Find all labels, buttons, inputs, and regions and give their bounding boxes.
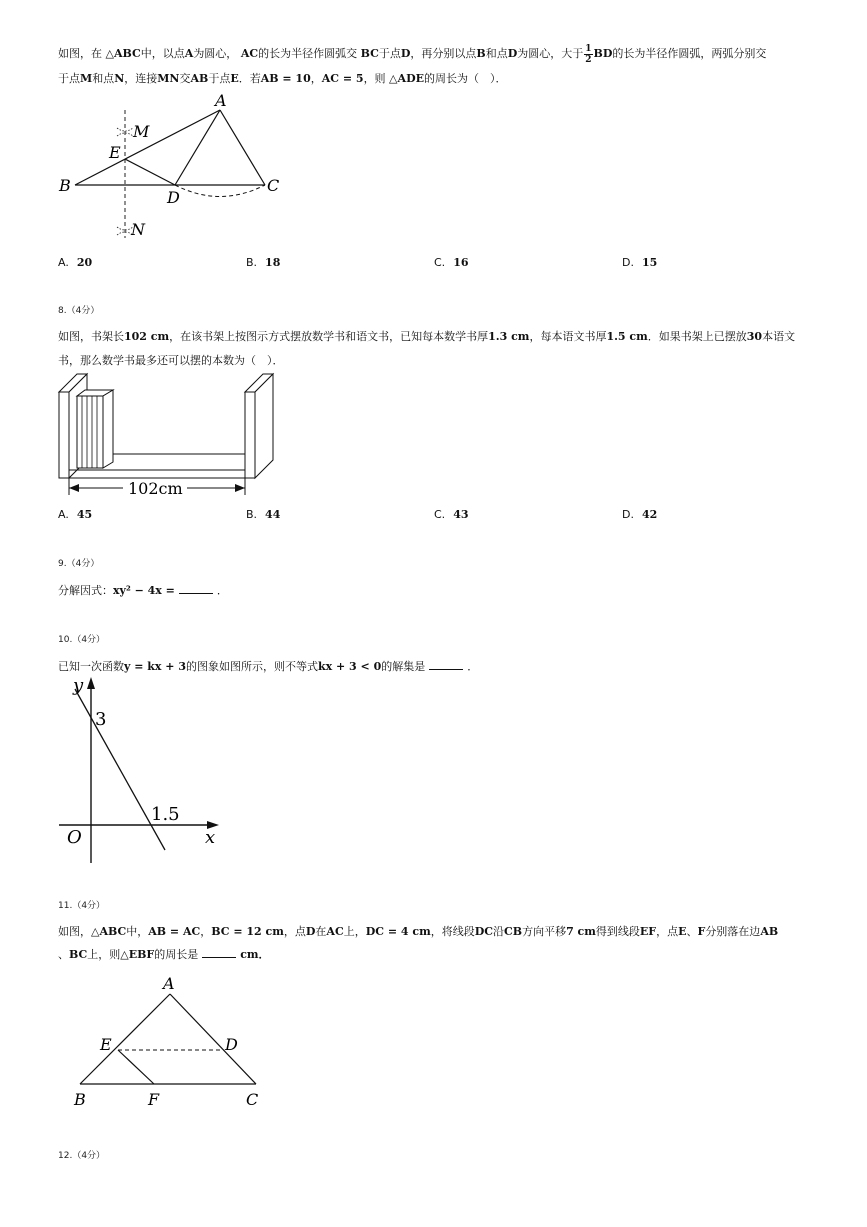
q7-option-b-value: 18 (265, 256, 281, 269)
q8-figure (55, 370, 285, 500)
q8-dim-label: 102cm (128, 479, 183, 498)
q11-bc: BC (69, 948, 88, 961)
q8-option-d-value: 42 (641, 508, 658, 521)
q10-figure (55, 675, 235, 870)
q8-option-c-value: 43 (453, 508, 469, 521)
q11-l2-1: 、 (58, 948, 69, 961)
q7-d2: D (507, 47, 518, 60)
q8-option-b-letter: B. (246, 508, 258, 521)
q10-t3: 的解集是 (381, 660, 426, 673)
q10-label-origin: O (67, 827, 82, 848)
q8-arrowhead-left (69, 484, 79, 492)
q10-function-line (75, 689, 165, 850)
q11-label-e: E (100, 1035, 112, 1054)
q11-label-c: C (246, 1090, 259, 1109)
q7-seg-ac (220, 110, 265, 185)
q7-t5: 于点 (378, 47, 401, 60)
q10-label-xint: 1.5 (151, 804, 180, 825)
q11-l1-9: 方向平移 (522, 925, 567, 938)
q7-l2-2: 和点 (92, 72, 115, 85)
q7-ac: AC (240, 47, 259, 60)
q10-label-yint: 3 (95, 709, 107, 730)
q7-label-c: C (267, 176, 280, 195)
q7-label-a: A (215, 91, 227, 110)
q7-mn: MN (157, 72, 180, 85)
q10-label-x: x (205, 827, 216, 848)
q7-option-c-value: 16 (453, 256, 469, 269)
q8-option-b-value: 44 (265, 508, 281, 521)
q11-d: D (305, 925, 316, 938)
q7-text-line2 (58, 67, 507, 90)
q7-l2-6: ．若 (238, 72, 261, 85)
q8-books-side (103, 390, 113, 468)
q11-l1-12: 、 (686, 925, 698, 938)
q9-answer-blank[interactable] (179, 583, 213, 594)
q10-number: 10.（4分） (58, 635, 106, 645)
q8-math-thick: 1.3 cm (488, 330, 530, 343)
q7-e: E (230, 72, 239, 85)
q10-y-arrow (87, 677, 95, 689)
q7-ade: ADE (397, 72, 424, 85)
q12-number: 12.（4分） (58, 1151, 106, 1161)
q11-l1-11: ，点 (656, 925, 679, 938)
q11-seg-ef (118, 1050, 154, 1084)
q11-l1-13: 分别落在边 (705, 925, 761, 938)
q8-l1-5: 本语文 (762, 330, 796, 343)
q7-option-c-letter: C. (434, 256, 446, 269)
q7-t1: 如图，在 △ (58, 47, 114, 60)
q7-l2-3: ，连接 (124, 72, 158, 85)
q7-abc: ABC (113, 47, 141, 60)
q7-figure (55, 90, 295, 250)
q11-l1-4: ，点 (283, 925, 306, 938)
q8-text-line1 (58, 325, 795, 348)
q8-text-line2: 书，那么数学书最多还可以摆的本数为（ ）． (58, 354, 284, 367)
q7-fraction (584, 44, 592, 65)
q11-l1-2: 中， (126, 925, 149, 938)
q8-option-b[interactable] (246, 508, 280, 521)
q11-label-a: A (163, 974, 175, 993)
q11-l2-3: 的周长是 (154, 948, 199, 961)
q11-answer-blank[interactable] (202, 947, 236, 958)
q7-option-d[interactable] (622, 256, 657, 269)
q7-frac-den: 2 (585, 54, 592, 65)
q8-option-c-letter: C. (434, 508, 446, 521)
q7-bc: BC (360, 47, 379, 60)
q11-c2: BC = 12 cm (211, 925, 284, 938)
q8-left-board-front (59, 392, 69, 478)
q8-option-a[interactable] (58, 508, 92, 521)
q7-t7: 和点 (485, 47, 508, 60)
q7-l2-1: 于点 (58, 72, 80, 85)
q9-suffix: ． (216, 584, 228, 597)
q11-text-line2 (58, 943, 270, 966)
q7-option-b-letter: B. (246, 256, 258, 269)
q11-label-d: D (225, 1035, 238, 1054)
q10-func: y = kx + 3 (124, 660, 186, 673)
q7-option-d-letter: D. (622, 256, 634, 269)
q7-l2-9: 的周长为（ ）． (424, 72, 507, 85)
q10-ineq: kx + 3 < 0 (317, 660, 382, 673)
q7-a: A (184, 47, 194, 60)
q7-t3: 为圆心， (193, 47, 238, 60)
q7-n: N (114, 72, 125, 85)
q7-option-a-value: 20 (76, 256, 93, 269)
q11-c3: DC = 4 cm (365, 925, 431, 938)
q7-t9: 的长为半径作圆弧，两弧分别交 (612, 47, 767, 60)
q10-t1: 已知一次函数 (58, 660, 124, 673)
q11-ef: EF (639, 925, 657, 938)
q7-seg-ed (125, 159, 175, 185)
q11-e: E (678, 925, 687, 938)
q8-chinese-thick: 1.5 cm (606, 330, 648, 343)
q7-t2: 中，以点 (140, 47, 185, 60)
q7-t8: 为圆心，大于 (517, 47, 584, 60)
q11-seg-ab (80, 994, 170, 1084)
q8-l1-2: ，在该书架上按图示方式摆放数学书和语文书，已知每本数学书厚 (169, 330, 489, 343)
q7-label-e: E (109, 143, 121, 162)
q7-option-d-value: 15 (641, 256, 658, 269)
q11-number: 11.（4分） (58, 901, 106, 911)
q11-ab: AB (760, 925, 779, 938)
q8-right-board-side (255, 374, 273, 478)
q11-l1-10: 得到线段 (595, 925, 640, 938)
q7-option-b[interactable] (246, 256, 280, 269)
q8-count: 30 (746, 330, 763, 343)
q8-l1-3: ，每本语文书厚 (529, 330, 607, 343)
q9-prefix: 分解因式： (58, 584, 113, 597)
q9-expr: xy² − 4x = (113, 584, 175, 597)
q11-figure (60, 972, 280, 1112)
q11-l1-1: 如图， (58, 925, 91, 938)
q7-frac-num: 1 (585, 43, 592, 54)
q11-l2-2: 上，则 (87, 948, 121, 961)
q7-label-d: D (167, 188, 180, 207)
q7-label-m: M (133, 122, 150, 141)
q9-text (58, 579, 228, 602)
q11-label-b: B (74, 1090, 86, 1109)
q7-b: B (476, 47, 486, 60)
q7-label-b: B (59, 176, 71, 195)
q11-cb: CB (504, 925, 523, 938)
q8-option-d-letter: D. (622, 508, 634, 521)
q7-l2-7: ， (310, 72, 322, 85)
q11-label-f: F (148, 1090, 160, 1109)
q7-cond1: AB = 10 (260, 72, 311, 85)
q8-books (77, 396, 103, 468)
q8-option-a-value: 45 (76, 508, 93, 521)
q10-suffix: ． (467, 660, 479, 673)
q11-text-line1 (58, 920, 778, 943)
q7-m: M (80, 72, 93, 85)
q11-f: F (697, 925, 706, 938)
q11-l1-7: ，将线段 (430, 925, 475, 938)
q7-option-c[interactable] (434, 256, 469, 269)
q7-ab: AB (190, 72, 209, 85)
q11-l2-4: cm． (240, 948, 270, 961)
q11-l1-8: 沿 (493, 925, 505, 938)
q9-number: 9.（4分） (58, 559, 100, 569)
q7-l2-4: 交 (179, 72, 191, 85)
q7-bd: BD (593, 47, 613, 60)
q11-tri: △ABC (91, 925, 127, 938)
q10-answer-blank[interactable] (429, 659, 463, 670)
q8-option-a-letter: A. (58, 508, 69, 521)
q7-t4: 的长为半径作圆弧交 (258, 47, 358, 60)
q7-arc-dc (175, 185, 265, 197)
q10-t2: 的图象如图所示，则不等式 (185, 660, 318, 673)
q11-c1: AB = AC (148, 925, 201, 938)
q8-l1-4: ．如果书架上已摆放 (647, 330, 747, 343)
q11-shift: 7 cm (566, 925, 596, 938)
q11-dc: DC (474, 925, 494, 938)
q7-l2-5: 于点 (208, 72, 231, 85)
q7-t6: ，再分别以点 (410, 47, 477, 60)
q7-l2-8: ，则 △ (363, 72, 398, 85)
q8-arrowhead-right (235, 484, 245, 492)
q7-text-line1 (58, 42, 838, 65)
q11-l1-6: 上， (343, 925, 366, 938)
q7-d: D (400, 47, 411, 60)
q11-seg-ac (170, 994, 256, 1084)
q8-l1-1: 如图，书架长 (58, 330, 124, 343)
q8-option-c[interactable] (434, 508, 469, 521)
q8-option-d[interactable] (622, 508, 657, 521)
q11-l1-3: ， (200, 925, 212, 938)
q10-label-y: y (73, 675, 84, 696)
q7-cond2: AC = 5 (321, 72, 364, 85)
q8-number: 8.（4分） (58, 306, 100, 316)
q7-option-a-letter: A. (58, 256, 69, 269)
q8-len: 102 cm (124, 330, 170, 343)
q11-ebf: △EBF (120, 948, 155, 961)
q7-option-a[interactable] (58, 256, 92, 269)
q11-l1-5: 在 (315, 925, 327, 938)
q7-label-n: N (131, 220, 145, 239)
q11-ac: AC (326, 925, 344, 938)
q8-right-board-front (245, 392, 255, 478)
